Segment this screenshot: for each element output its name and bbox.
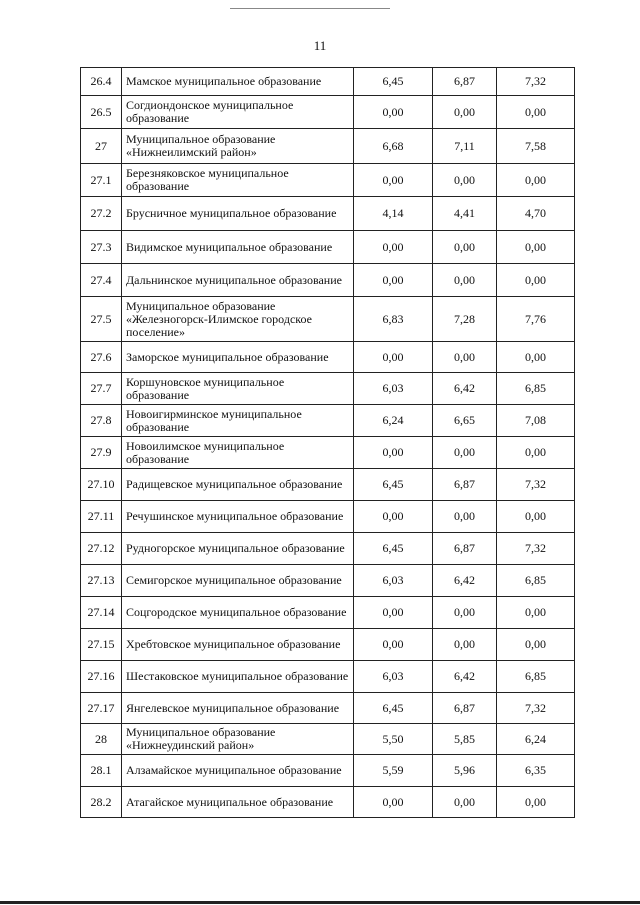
row-name: Атагайское муниципальное образование bbox=[122, 787, 354, 818]
row-number: 27.13 bbox=[81, 565, 122, 597]
row-name: Семигорское муниципальное образование bbox=[122, 565, 354, 597]
row-value-3: 0,00 bbox=[497, 231, 575, 264]
row-number: 27.10 bbox=[81, 469, 122, 501]
table-row bbox=[81, 297, 575, 342]
row-value-1: 0,00 bbox=[354, 164, 433, 197]
row-name: Янгелевское муниципальное образование bbox=[122, 693, 354, 724]
row-value-2: 0,00 bbox=[433, 437, 497, 469]
table-row bbox=[81, 129, 575, 164]
row-name: Коршуновское муниципальное образование bbox=[122, 373, 354, 405]
row-value-3: 7,32 bbox=[497, 68, 575, 96]
row-value-2: 0,00 bbox=[433, 501, 497, 533]
row-value-2: 6,65 bbox=[433, 405, 497, 437]
row-name: Рудногорское муниципальное образование bbox=[122, 533, 354, 565]
top-rule bbox=[230, 8, 390, 9]
row-name: Соцгородское муниципальное образование bbox=[122, 597, 354, 629]
row-value-2: 5,96 bbox=[433, 755, 497, 787]
row-number: 27.3 bbox=[81, 231, 122, 264]
row-value-3: 0,00 bbox=[497, 501, 575, 533]
row-value-1: 6,83 bbox=[354, 297, 433, 342]
row-name: Новоигирминское муниципальное образование bbox=[122, 405, 354, 437]
row-value-2: 6,42 bbox=[433, 661, 497, 693]
row-value-1: 5,50 bbox=[354, 724, 433, 755]
row-number: 26.4 bbox=[81, 68, 122, 96]
row-value-3: 0,00 bbox=[497, 629, 575, 661]
row-name: Радищевское муниципальное образование bbox=[122, 469, 354, 501]
row-value-1: 6,03 bbox=[354, 373, 433, 405]
table-row bbox=[81, 469, 575, 501]
row-number: 27.4 bbox=[81, 264, 122, 297]
table-row bbox=[81, 501, 575, 533]
row-value-1: 0,00 bbox=[354, 231, 433, 264]
row-value-2: 6,87 bbox=[433, 469, 497, 501]
row-value-3: 0,00 bbox=[497, 96, 575, 129]
row-value-2: 5,85 bbox=[433, 724, 497, 755]
row-number: 28 bbox=[81, 724, 122, 755]
row-name: Заморское муниципальное образование bbox=[122, 342, 354, 373]
row-value-3: 6,85 bbox=[497, 661, 575, 693]
table-row bbox=[81, 693, 575, 724]
row-value-1: 0,00 bbox=[354, 597, 433, 629]
row-value-3: 0,00 bbox=[497, 342, 575, 373]
row-value-2: 6,87 bbox=[433, 68, 497, 96]
table-row bbox=[81, 342, 575, 373]
row-number: 27.5 bbox=[81, 297, 122, 342]
row-value-3: 7,32 bbox=[497, 469, 575, 501]
row-value-2: 6,87 bbox=[433, 533, 497, 565]
row-value-1: 5,59 bbox=[354, 755, 433, 787]
row-value-1: 0,00 bbox=[354, 342, 433, 373]
table-row bbox=[81, 264, 575, 297]
row-value-1: 6,45 bbox=[354, 68, 433, 96]
row-value-3: 0,00 bbox=[497, 264, 575, 297]
row-number: 28.1 bbox=[81, 755, 122, 787]
row-number: 27.1 bbox=[81, 164, 122, 197]
row-number: 27.16 bbox=[81, 661, 122, 693]
row-value-1: 6,45 bbox=[354, 693, 433, 724]
row-value-3: 7,76 bbox=[497, 297, 575, 342]
row-name: Муниципальное образование «Нижнеудинский район» bbox=[122, 724, 354, 755]
row-value-2: 6,87 bbox=[433, 693, 497, 724]
row-number: 27.6 bbox=[81, 342, 122, 373]
row-value-3: 6,85 bbox=[497, 373, 575, 405]
row-number: 27.15 bbox=[81, 629, 122, 661]
row-number: 27.2 bbox=[81, 197, 122, 231]
row-value-3: 6,35 bbox=[497, 755, 575, 787]
table-row bbox=[81, 373, 575, 405]
row-value-2: 0,00 bbox=[433, 264, 497, 297]
row-value-2: 7,11 bbox=[433, 129, 497, 164]
row-number: 27.8 bbox=[81, 405, 122, 437]
row-name: Видимское муниципальное образование bbox=[122, 231, 354, 264]
data-table bbox=[80, 67, 575, 818]
row-name: Брусничное муниципальное образование bbox=[122, 197, 354, 231]
row-name: Муниципальное образование «Нижнеилимский район» bbox=[122, 129, 354, 164]
bottom-rule bbox=[0, 901, 640, 904]
row-value-3: 4,70 bbox=[497, 197, 575, 231]
row-name: Шестаковское муниципальное образование bbox=[122, 661, 354, 693]
row-value-3: 7,32 bbox=[497, 533, 575, 565]
table-row bbox=[81, 437, 575, 469]
table-row bbox=[81, 629, 575, 661]
row-name: Березняковское муниципальное образование bbox=[122, 164, 354, 197]
row-value-2: 6,42 bbox=[433, 373, 497, 405]
row-value-1: 0,00 bbox=[354, 96, 433, 129]
row-value-3: 7,58 bbox=[497, 129, 575, 164]
table-body bbox=[81, 68, 575, 818]
row-name: Алзамайское муниципальное образование bbox=[122, 755, 354, 787]
row-number: 27.12 bbox=[81, 533, 122, 565]
table-row bbox=[81, 197, 575, 231]
row-value-3: 0,00 bbox=[497, 437, 575, 469]
row-number: 27.11 bbox=[81, 501, 122, 533]
row-value-1: 6,45 bbox=[354, 469, 433, 501]
row-value-1: 4,14 bbox=[354, 197, 433, 231]
row-value-3: 7,08 bbox=[497, 405, 575, 437]
row-value-1: 6,45 bbox=[354, 533, 433, 565]
row-value-1: 6,03 bbox=[354, 565, 433, 597]
table-row bbox=[81, 661, 575, 693]
row-value-2: 0,00 bbox=[433, 231, 497, 264]
row-name: Мамское муниципальное образование bbox=[122, 68, 354, 96]
row-value-2: 0,00 bbox=[433, 342, 497, 373]
row-value-3: 6,85 bbox=[497, 565, 575, 597]
table-row bbox=[81, 96, 575, 129]
row-number: 28.2 bbox=[81, 787, 122, 818]
table-row bbox=[81, 724, 575, 755]
row-name: Согдиондонское муниципальное образование bbox=[122, 96, 354, 129]
table-row bbox=[81, 597, 575, 629]
row-value-3: 0,00 bbox=[497, 597, 575, 629]
table-row bbox=[81, 405, 575, 437]
row-number: 27.7 bbox=[81, 373, 122, 405]
row-value-3: 6,24 bbox=[497, 724, 575, 755]
row-value-1: 0,00 bbox=[354, 787, 433, 818]
row-name: Новоилимское муниципальное образование bbox=[122, 437, 354, 469]
row-number: 27.14 bbox=[81, 597, 122, 629]
row-name: Хребтовское муниципальное образование bbox=[122, 629, 354, 661]
table-row bbox=[81, 565, 575, 597]
row-value-2: 0,00 bbox=[433, 96, 497, 129]
row-value-3: 7,32 bbox=[497, 693, 575, 724]
row-name: Дальнинское муниципальное образование bbox=[122, 264, 354, 297]
row-value-2: 4,41 bbox=[433, 197, 497, 231]
row-value-2: 7,28 bbox=[433, 297, 497, 342]
row-name: Речушинское муниципальное образование bbox=[122, 501, 354, 533]
row-value-1: 0,00 bbox=[354, 264, 433, 297]
row-value-2: 0,00 bbox=[433, 597, 497, 629]
row-value-1: 6,03 bbox=[354, 661, 433, 693]
table-row bbox=[81, 533, 575, 565]
table-row bbox=[81, 787, 575, 818]
row-value-1: 6,68 bbox=[354, 129, 433, 164]
row-value-2: 0,00 bbox=[433, 164, 497, 197]
row-value-2: 6,42 bbox=[433, 565, 497, 597]
row-value-1: 6,24 bbox=[354, 405, 433, 437]
table-row bbox=[81, 231, 575, 264]
row-number: 27 bbox=[81, 129, 122, 164]
row-value-3: 0,00 bbox=[497, 164, 575, 197]
row-value-3: 0,00 bbox=[497, 787, 575, 818]
row-value-1: 0,00 bbox=[354, 437, 433, 469]
page-number: 11 bbox=[313, 38, 327, 53]
row-value-2: 0,00 bbox=[433, 787, 497, 818]
table-row bbox=[81, 68, 575, 96]
table-row bbox=[81, 164, 575, 197]
row-value-2: 0,00 bbox=[433, 629, 497, 661]
row-value-1: 0,00 bbox=[354, 629, 433, 661]
row-value-1: 0,00 bbox=[354, 501, 433, 533]
row-number: 26.5 bbox=[81, 96, 122, 129]
row-number: 27.9 bbox=[81, 437, 122, 469]
row-number: 27.17 bbox=[81, 693, 122, 724]
row-name: Муниципальное образование «Железногорск-Илимское городское поселение» bbox=[122, 297, 354, 342]
table-row bbox=[81, 755, 575, 787]
